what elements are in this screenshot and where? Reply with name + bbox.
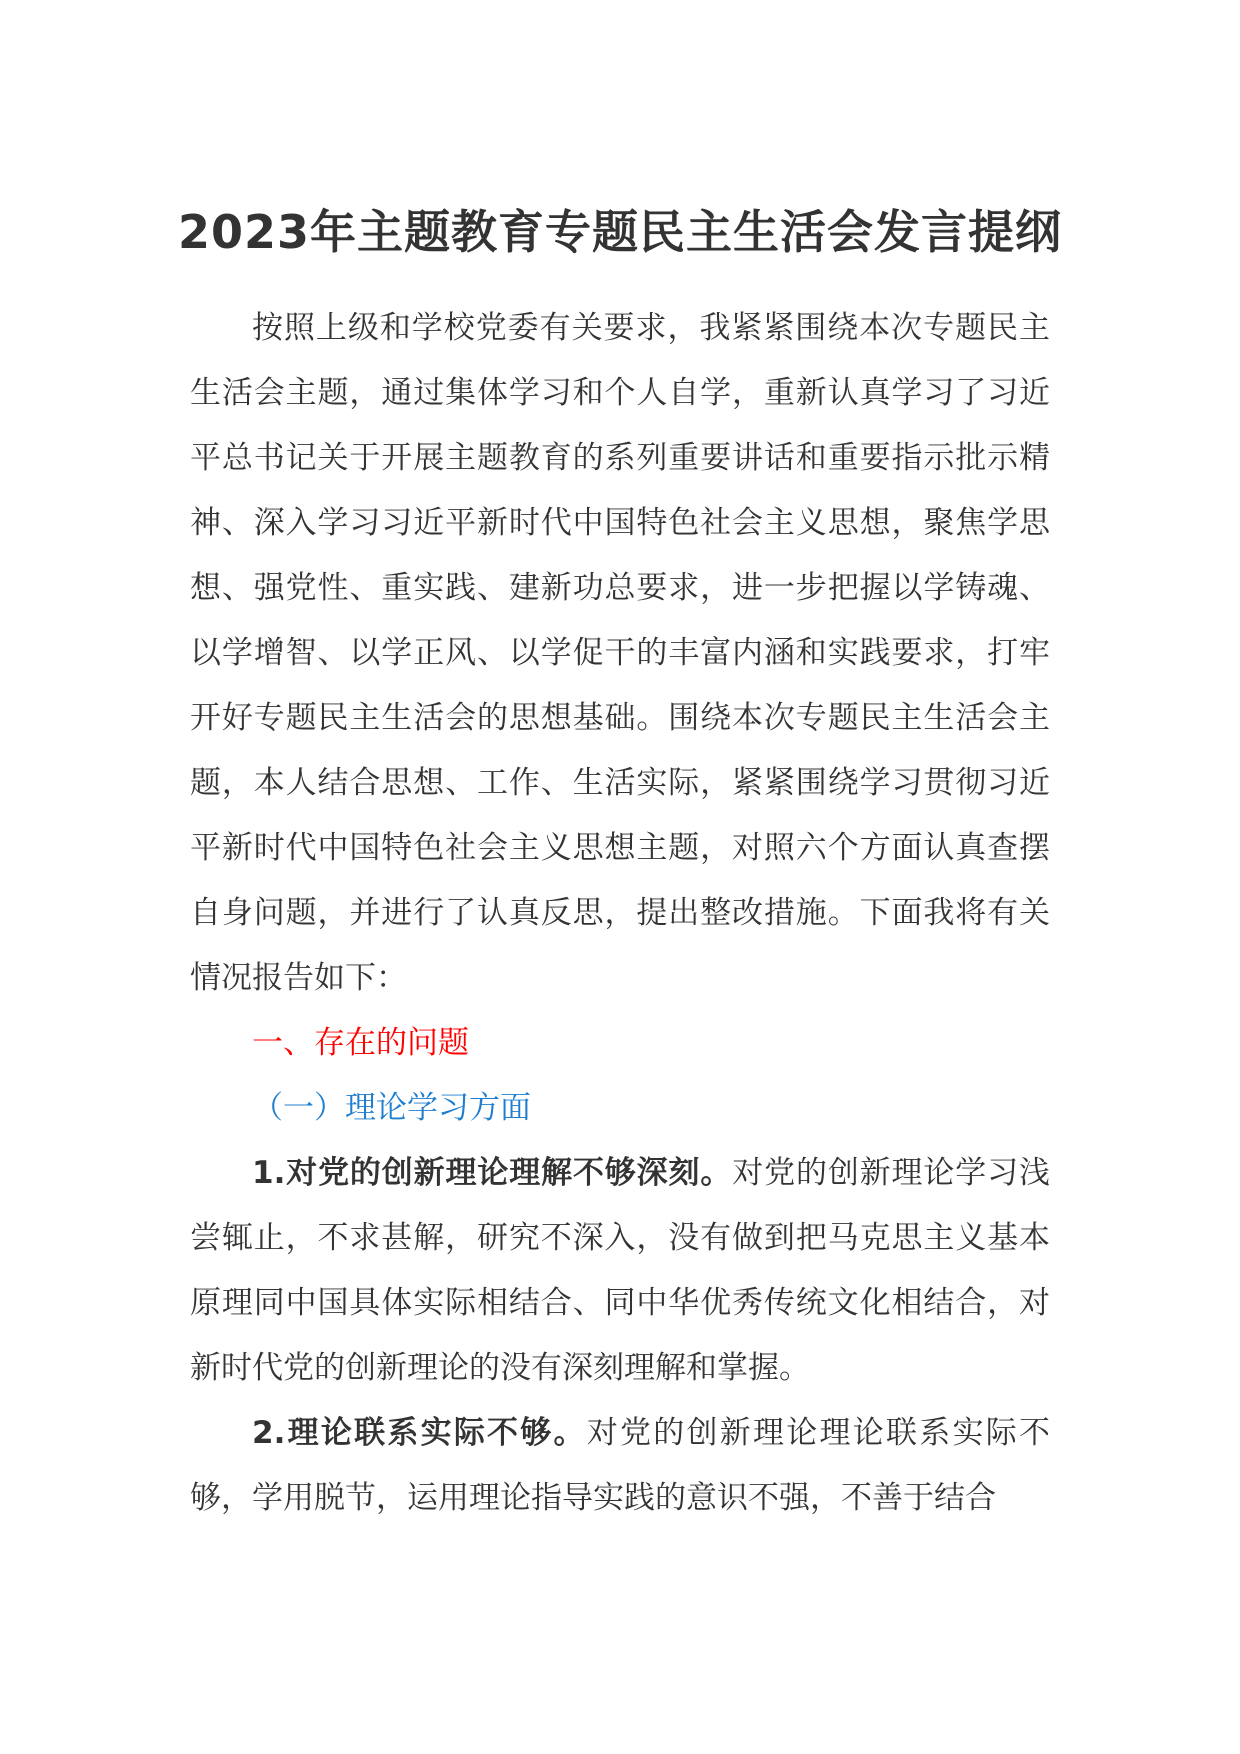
document-body	[190, 296, 1050, 1531]
document-title: 2023年主题教育专题民主生活会发言提纲	[177, 205, 1063, 259]
item-text: 对党的创新理论学习浅尝辄止，不求甚解，研究不深入，没有做到把马克思主义基本原理同中国具体实际相结合、同中华优秀传统文化相结合，对新时代党的创新理论的没有深刻理解和掌握。	[190, 1155, 1050, 1386]
item-lead: 2.理论联系实际不够。	[252, 1415, 587, 1451]
intro-paragraph: 按照上级和学校党委有关要求，我紧紧围绕本次专题民主生活会主题，通过集体学习和个人自学，重新认真学习了习近平总书记关于开展主题教育的系列重要讲话和重要指示批示精神、深入学习习近平新时代中国特色社会主义思想，聚焦学思想、强党性、重实践、建新功总要求，进一步把握以学铸魂、以学增智、以学正风、以学促干的丰富内涵和实践要求，打牢开好专题民主生活会的思想基础。围绕本次专题民主生活会主题，本人结合思想、工作、生活实际，紧紧围绕学习贯彻习近平新时代中国特色社会主义思想主题，对照六个方面认真查摆自身问题，并进行了认真反思，提出整改措施。下面我将有关情况报告如下：	[190, 310, 1050, 996]
list-item	[190, 1401, 1050, 1531]
item-text: 对党的创新理论理论联系实际不够，学用脱节，运用理论指导实践的意识不强，不善于结合	[190, 1415, 1050, 1516]
subsection-heading-theory-study: （一）理论学习方面	[252, 1090, 531, 1126]
list-item	[190, 1141, 1050, 1401]
section-heading-problems: 一、存在的问题	[252, 1025, 469, 1061]
item-lead: 1.对党的创新理论理解不够深刻。	[252, 1155, 733, 1191]
